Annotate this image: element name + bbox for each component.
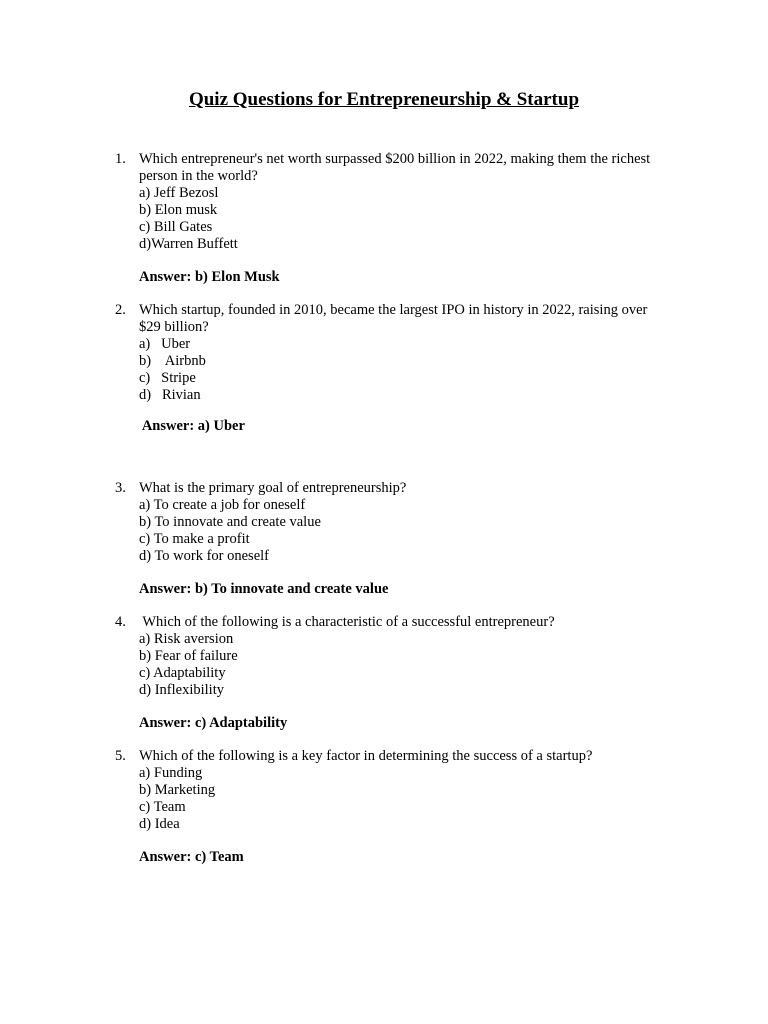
question-text: Which startup, founded in 2010, became the largest IPO in history in 2022, raising over $29 billion? <box>139 302 648 335</box>
option-a: a) To create a job for oneself <box>139 497 306 513</box>
answer: Answer: c) Adaptability <box>139 715 288 731</box>
option-a: a) Risk aversion <box>139 631 234 647</box>
option-a: a) Funding <box>139 765 203 781</box>
option-c: c) Stripe <box>139 370 196 386</box>
option-c: c) Bill Gates <box>139 219 213 235</box>
question-number: 2. <box>115 302 126 318</box>
question-text: What is the primary goal of entrepreneurship? <box>139 480 407 496</box>
option-c: c) To make a profit <box>139 531 250 547</box>
question-text: Which of the following is a characteristic of a successful entrepreneur? <box>139 614 555 630</box>
option-d: d) To work for oneself <box>139 548 269 564</box>
option-d: d) Inflexibility <box>139 682 224 698</box>
option-a: a) Uber <box>139 336 191 352</box>
answer: Answer: b) To innovate and create value <box>139 581 389 597</box>
question-number: 1. <box>115 151 126 167</box>
question-number: 5. <box>115 748 126 764</box>
option-b: b) Airbnb <box>139 353 206 369</box>
option-d: d)Warren Buffett <box>139 236 238 252</box>
option-b: b) Marketing <box>139 782 216 798</box>
answer: Answer: b) Elon Musk <box>139 269 280 285</box>
answer: Answer: a) Uber <box>139 418 245 434</box>
option-b: b) To innovate and create value <box>139 514 321 530</box>
question-text: Which entrepreneur's net worth surpassed $200 billion in 2022, making them the richest person in the world? <box>139 151 651 184</box>
option-c: c) Team <box>139 799 186 815</box>
option-b: b) Fear of failure <box>139 648 238 664</box>
option-b: b) Elon musk <box>139 202 218 218</box>
option-a: a) Jeff Bezosl <box>139 185 219 201</box>
question-number: 4. <box>115 614 126 630</box>
page-title: Quiz Questions for Entrepreneurship & Startup <box>188 89 580 110</box>
option-d: d) Rivian <box>139 387 201 403</box>
option-c: c) Adaptability <box>139 665 226 681</box>
option-d: d) Idea <box>139 816 180 832</box>
question-text: Which of the following is a key factor in determining the success of a startup? <box>139 748 593 764</box>
answer: Answer: c) Team <box>139 849 244 865</box>
question-number: 3. <box>115 480 126 496</box>
